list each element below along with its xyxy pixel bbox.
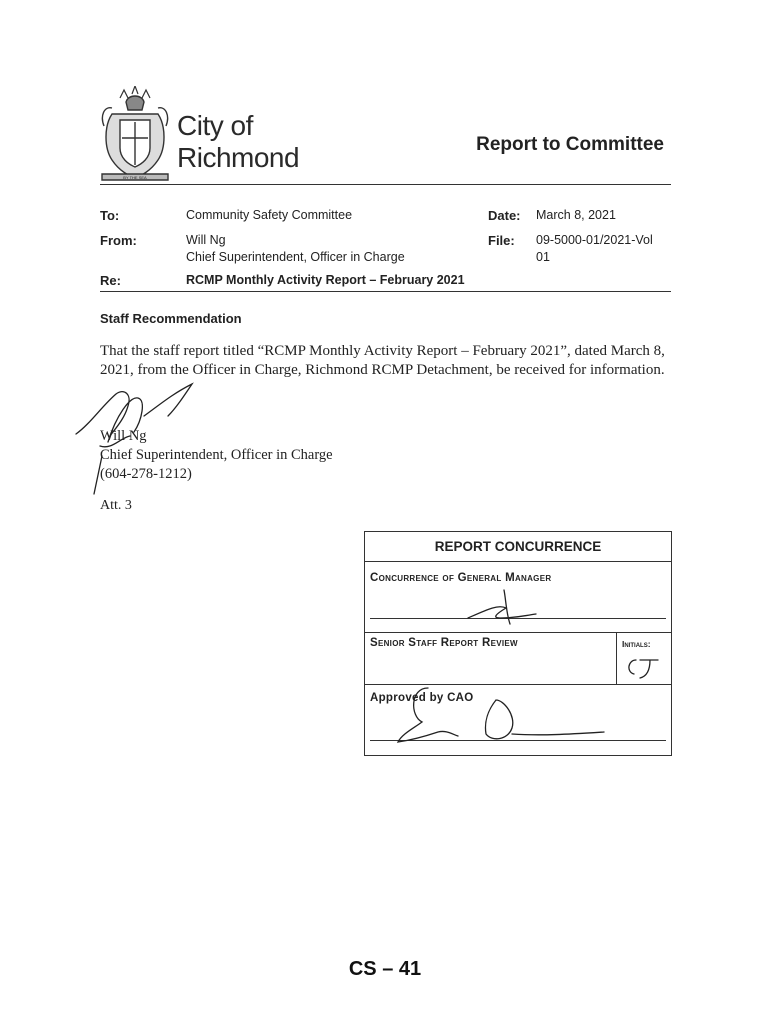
- from-label: From:: [100, 233, 137, 248]
- initials-signature: [624, 656, 664, 680]
- city-name-line2: Richmond: [177, 142, 300, 173]
- to-label: To:: [100, 208, 120, 223]
- approved-by-cao-label: Approved by CAO: [370, 692, 474, 704]
- attachment-note: Att. 3: [100, 498, 132, 513]
- report-title: Report to Committee: [476, 134, 664, 155]
- to-value: Community Safety Committee: [186, 208, 353, 222]
- city-name-line1: City of: [177, 110, 253, 141]
- re-value: RCMP Monthly Activity Report – February 2021: [186, 273, 465, 287]
- concurrence-title: REPORT CONCURRENCE: [434, 539, 602, 554]
- concurrence-divider: [364, 561, 672, 562]
- from-name: Will Ng: [186, 233, 226, 247]
- senior-staff-review-label: Senior Staff Report Review: [370, 637, 518, 649]
- general-manager-signature: [466, 588, 556, 628]
- file-value-line2: 01: [536, 250, 550, 264]
- header-divider: [100, 184, 671, 185]
- recommendation-text: That the staff report titled “RCMP Monthly Activity Report – February 2021”, dated March 8, 2021, from the Officer in Charge, Richmond RCMP Detachment, be received for information.: [100, 343, 665, 378]
- signatory-phone: (604-278-1212): [100, 466, 192, 482]
- from-title: Chief Superintendent, Officer in Charge: [186, 250, 405, 264]
- date-label: Date:: [488, 208, 521, 223]
- re-label: Re:: [100, 273, 121, 288]
- staff-recommendation-heading: Staff Recommendation: [100, 311, 242, 326]
- initials-label: Initials:: [622, 639, 651, 649]
- city-crest-logo: [98, 86, 172, 184]
- file-label: File:: [488, 233, 515, 248]
- signatory-title: Chief Superintendent, Officer in Charge: [100, 447, 333, 463]
- page-number: CS – 41: [348, 958, 422, 980]
- general-manager-label: Concurrence of General Manager: [370, 572, 552, 584]
- cao-signature: [392, 682, 612, 746]
- file-value-line1: 09-5000-01/2021-Vol: [536, 233, 653, 247]
- signatory-block: [100, 427, 333, 484]
- signatory-name: Will Ng: [100, 428, 147, 444]
- crest-motto: BY THE SEA: [123, 175, 147, 180]
- memo-divider: [100, 291, 671, 292]
- date-value: March 8, 2021: [536, 208, 616, 222]
